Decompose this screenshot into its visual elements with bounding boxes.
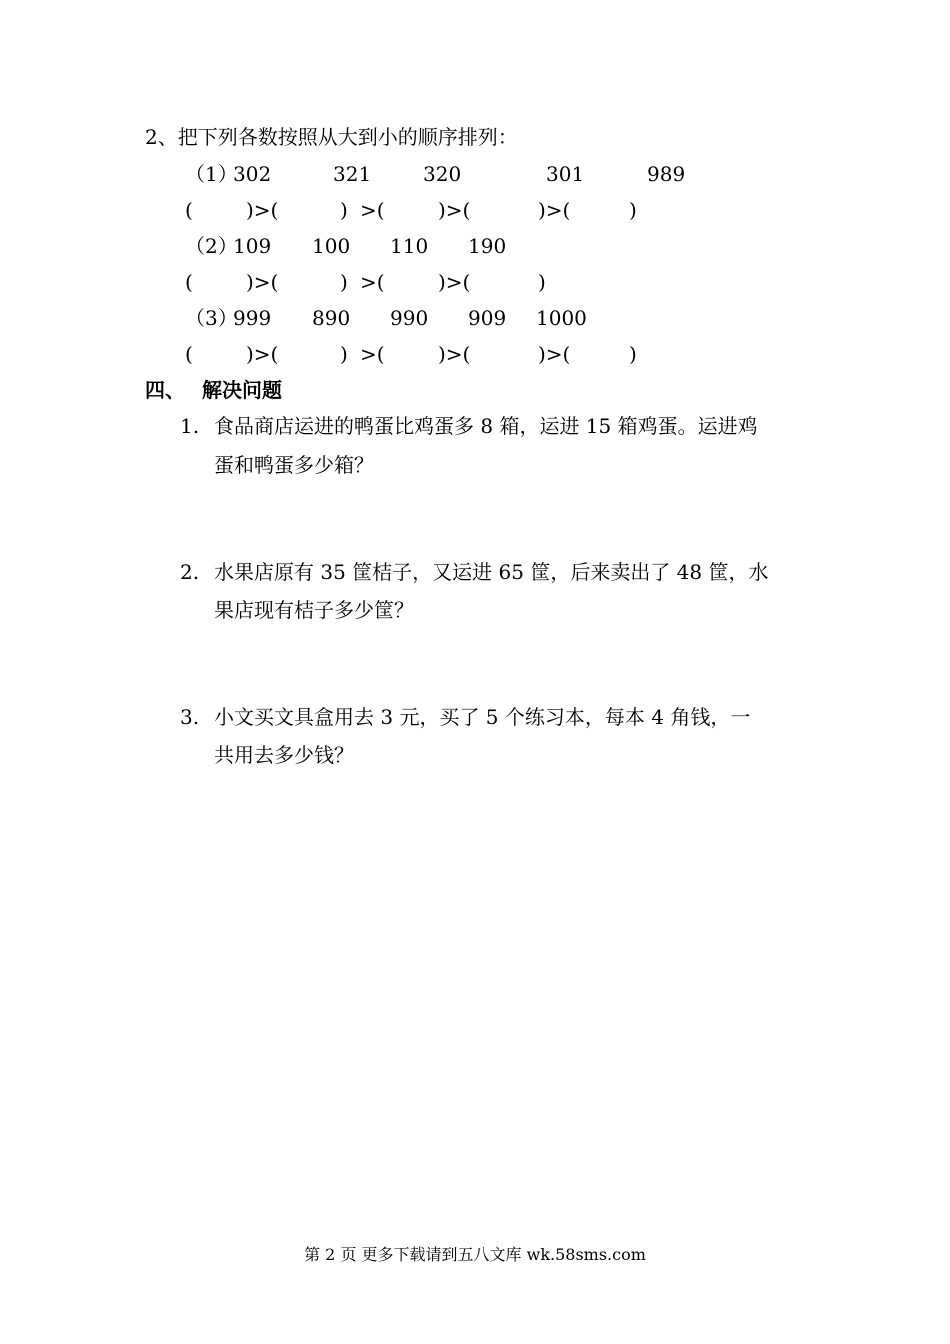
sub2-label: （2） xyxy=(185,234,238,258)
problem-text: 食品商店运进的鸭蛋比鸡蛋多 8 箱，运进 15 箱鸡蛋。运进鸡 xyxy=(214,414,758,438)
page-footer: 第 2 页 更多下载请到五八文库 wk.58sms.com xyxy=(304,1245,646,1264)
answer-blank[interactable]: ( xyxy=(185,198,193,222)
answer-blank[interactable]: ) xyxy=(538,270,546,294)
problem-text: 共用去多少钱？ xyxy=(214,743,354,767)
sub3-number: 999 xyxy=(233,306,272,330)
answer-blank[interactable]: ) xyxy=(340,198,348,222)
answer-blank[interactable]: )>( xyxy=(246,270,279,294)
problem-text: 果店现有桔子多少筐？ xyxy=(214,598,414,622)
answer-blank[interactable]: )>( xyxy=(438,270,471,294)
answer-blank[interactable]: ( xyxy=(185,342,193,366)
problem-text: 水果店原有 35 筐桔子，又运进 65 筐，后来卖出了 48 筐，水 xyxy=(214,560,769,584)
sub1-number: 989 xyxy=(647,162,686,186)
answer-blank[interactable]: ) xyxy=(340,342,348,366)
sub1-number: 302 xyxy=(233,162,272,186)
answer-blank[interactable]: )>( xyxy=(438,342,471,366)
sub3-number: 1000 xyxy=(536,306,587,330)
sub3-number: 909 xyxy=(468,306,507,330)
problem-number: 3. xyxy=(180,705,200,729)
sub1-number: 320 xyxy=(423,162,462,186)
answer-blank[interactable]: ( xyxy=(185,270,193,294)
answer-blank[interactable]: ) xyxy=(340,270,348,294)
answer-blank[interactable]: )>( xyxy=(246,342,279,366)
answer-blank[interactable]: )>( xyxy=(538,342,571,366)
sub3-label: （3） xyxy=(185,306,238,330)
answer-blank[interactable]: >( xyxy=(360,198,385,222)
problem-text: 小文买文具盒用去 3 元，买了 5 个练习本，每本 4 角钱，一 xyxy=(214,705,751,729)
section-heading: 解决问题 xyxy=(202,378,282,402)
answer-blank[interactable]: )>( xyxy=(438,198,471,222)
sub2-number: 100 xyxy=(312,234,351,258)
answer-blank[interactable]: ) xyxy=(629,342,637,366)
sub2-number: 110 xyxy=(390,234,429,258)
sub3-number: 890 xyxy=(312,306,351,330)
answer-blank[interactable]: )>( xyxy=(538,198,571,222)
problem-number: 2. xyxy=(180,560,200,584)
problem-number: 1. xyxy=(180,414,200,438)
answer-blank[interactable]: ) xyxy=(629,198,637,222)
answer-blank[interactable]: >( xyxy=(360,270,385,294)
question-2-title: 2、把下列各数按照从大到小的顺序排列： xyxy=(145,125,518,149)
problem-text: 蛋和鸭蛋多少箱？ xyxy=(214,453,374,477)
sub1-number: 321 xyxy=(333,162,372,186)
section-number: 四、 xyxy=(145,378,185,402)
sub3-number: 990 xyxy=(390,306,429,330)
sub2-number: 190 xyxy=(468,234,507,258)
sub2-number: 109 xyxy=(233,234,272,258)
answer-blank[interactable]: >( xyxy=(360,342,385,366)
sub1-number: 301 xyxy=(546,162,585,186)
sub1-label: （1） xyxy=(185,162,238,186)
answer-blank[interactable]: )>( xyxy=(246,198,279,222)
